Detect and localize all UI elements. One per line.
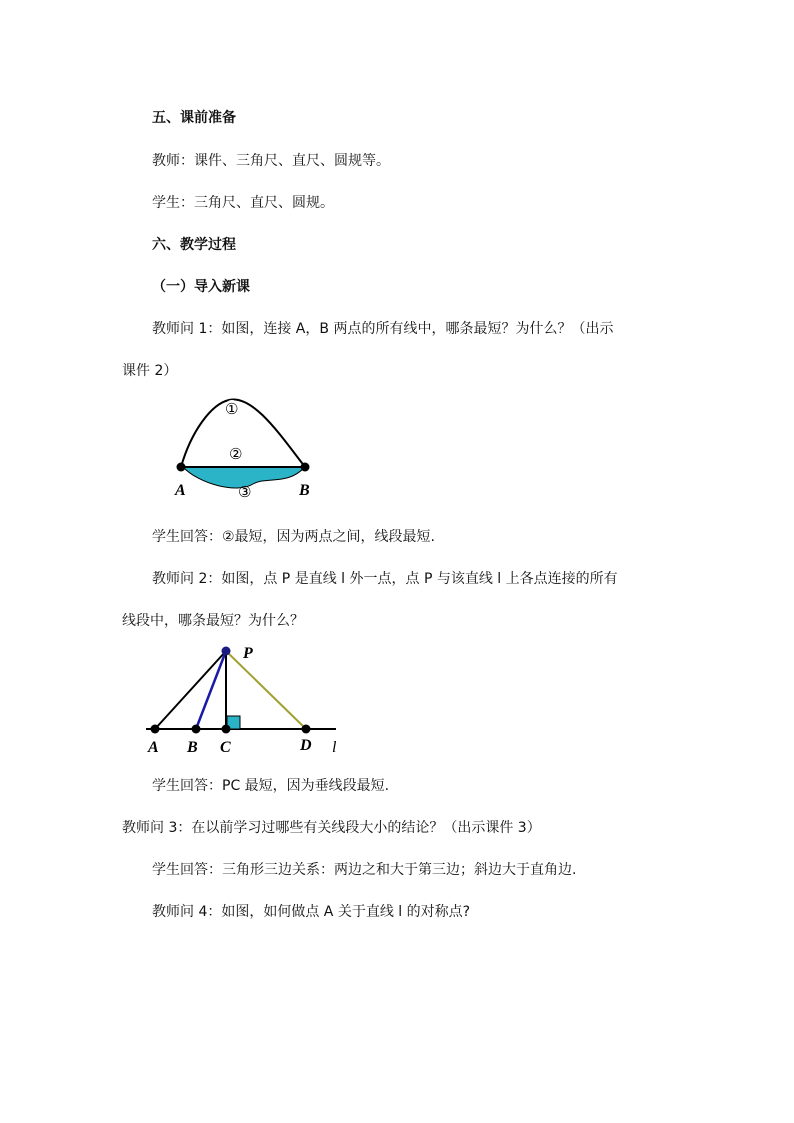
path1-curve [181, 399, 305, 467]
point-a-dot [151, 725, 160, 734]
path1-label: ① [225, 400, 239, 418]
label-p: P [243, 645, 253, 662]
figure-shortest-path [165, 392, 325, 502]
label-b: B [187, 739, 198, 756]
teacher-prep: 教师：课件、三角尺、直尺、圆规等。 [152, 153, 390, 169]
label-a: A [175, 482, 186, 499]
point-b-dot [192, 725, 201, 734]
section6-heading: 六、教学过程 [152, 237, 236, 253]
subsection1-heading: （一）导入新课 [152, 279, 250, 295]
question1-line1: 教师问 1：如图，连接 A，B 两点的所有线中，哪条最短？为什么？（出示 [152, 321, 614, 337]
label-b: B [299, 482, 310, 499]
label-d: D [300, 737, 312, 754]
question2-line1: 教师问 2：如图，点 P 是直线 l 外一点，点 P 与该直线 l 上各点连接的所有 [152, 571, 618, 587]
segment-pb [196, 651, 226, 729]
question3: 教师问 3：在以前学习过哪些有关线段大小的结论？（出示课件 3） [122, 820, 541, 836]
figure-perpendicular [140, 640, 360, 760]
question1-line2: 课件 2） [122, 363, 178, 379]
answer1: 学生回答：②最短，因为两点之间，线段最短. [152, 529, 435, 545]
student-prep: 学生：三角尺、直尺、圆规。 [152, 195, 334, 211]
question2-line2: 线段中，哪条最短？为什么？ [122, 613, 304, 629]
point-b-dot [301, 463, 310, 472]
question4: 教师问 4：如图，如何做点 A 关于直线 l 的对称点? [152, 904, 471, 920]
answer2: 学生回答：PC 最短，因为垂线段最短. [152, 778, 390, 794]
label-c: C [220, 739, 231, 756]
point-c-dot [222, 725, 231, 734]
path2-label: ② [229, 445, 243, 463]
point-a-dot [177, 463, 186, 472]
answer3: 学生回答：三角形三边关系：两边之和大于第三边；斜边大于直角边. [152, 862, 577, 878]
segment-pa [155, 651, 226, 729]
label-a: A [148, 739, 159, 756]
point-d-dot [302, 725, 311, 734]
section5-heading: 五、课前准备 [152, 110, 236, 126]
point-p-dot [222, 647, 231, 656]
label-l: l [332, 739, 337, 756]
path3-label: ③ [238, 483, 252, 501]
